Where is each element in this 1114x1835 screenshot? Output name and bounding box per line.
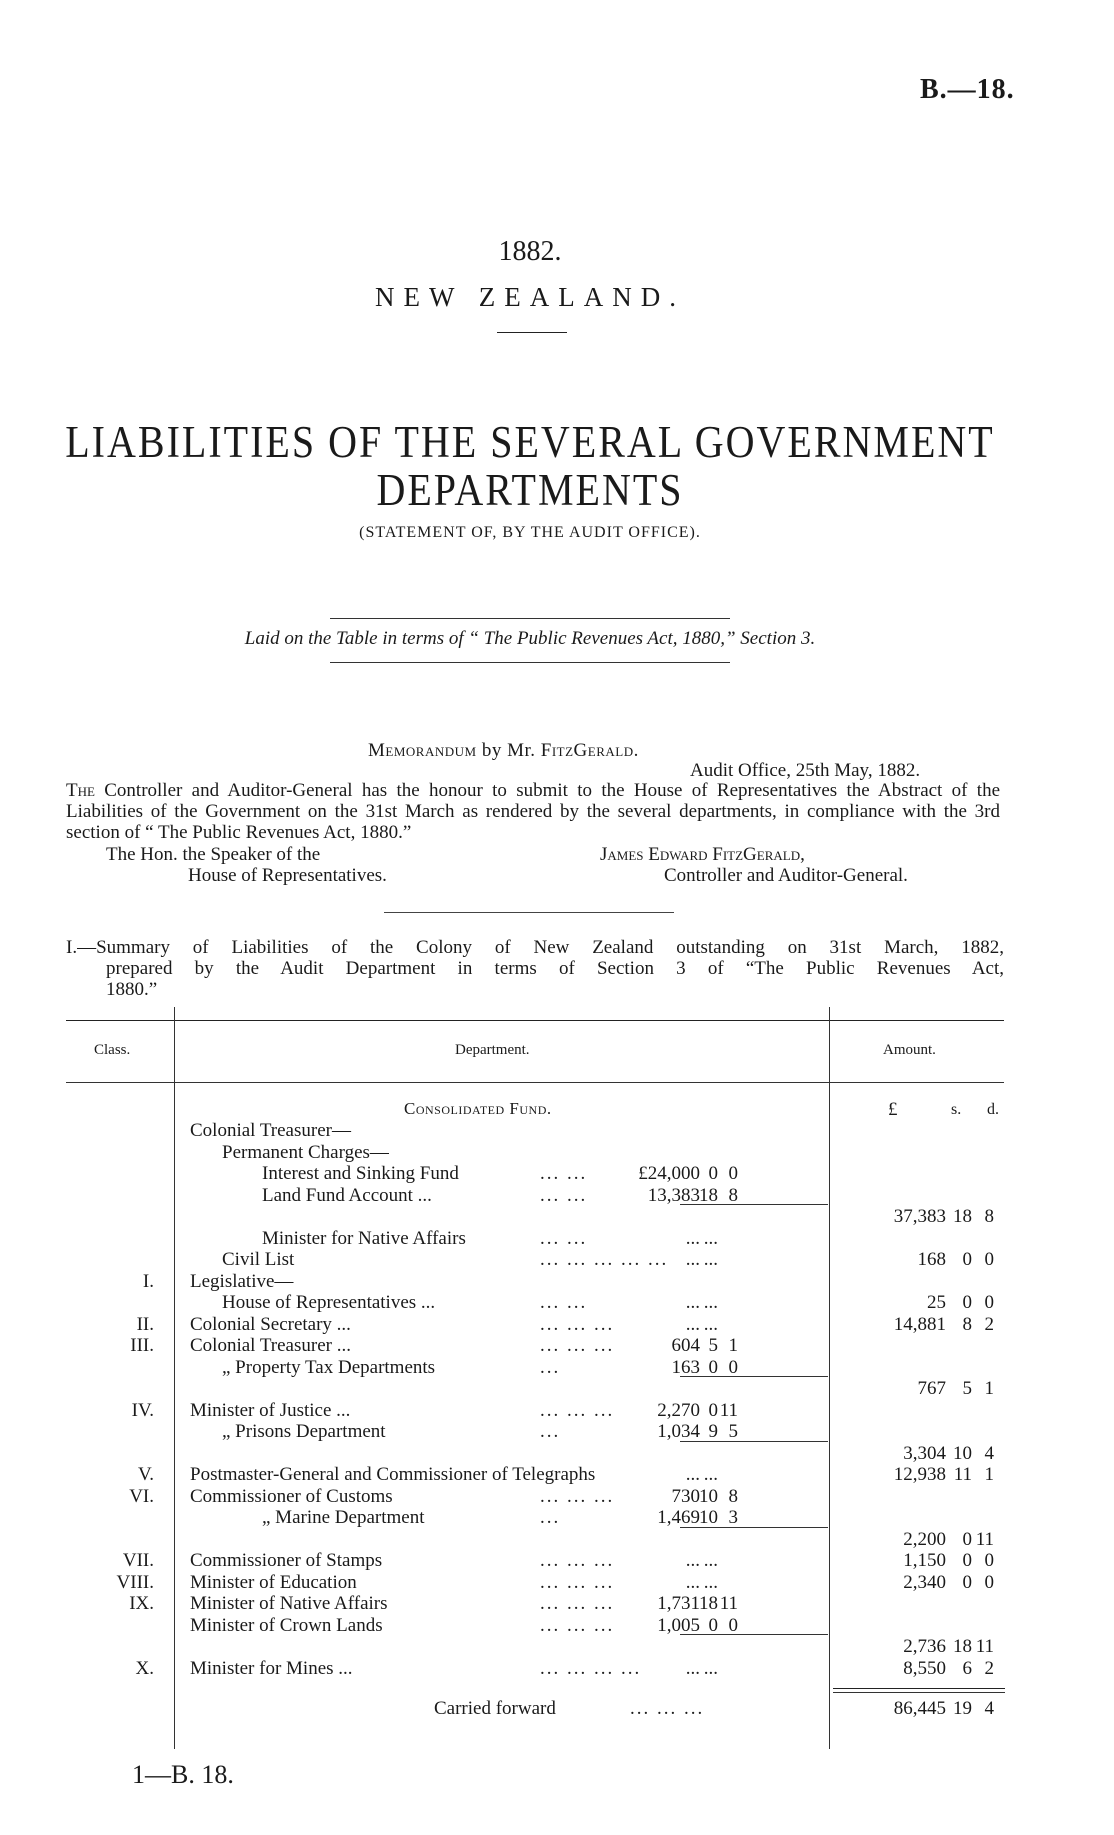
sub-amount-pounds: ...	[685, 1227, 700, 1249]
table-row	[0, 1378, 1114, 1399]
table-row	[0, 1292, 1114, 1313]
leader-dots: ... ... ... ... ...	[540, 1249, 669, 1270]
department-name: Commissioner of Customs	[190, 1485, 393, 1507]
amount-shillings: 18	[953, 1636, 972, 1657]
subtotal-rule	[680, 1376, 828, 1377]
amount-shillings: 0	[962, 1528, 972, 1550]
divider	[330, 618, 730, 619]
leader-dots: ... ... ...	[630, 1698, 705, 1719]
carried-pence: 4	[984, 1698, 994, 1719]
leader-dots: ... ... ...	[540, 1313, 615, 1335]
memo-body	[66, 780, 1000, 843]
sub-amount-pounds: £24,000	[638, 1163, 700, 1184]
sub-amount-shillings: 9	[708, 1421, 718, 1442]
department-name: House of Representatives ...	[222, 1292, 436, 1313]
table-row	[0, 1486, 1114, 1507]
subtotal-rule	[680, 1527, 828, 1528]
amount-pounds: 12,938	[893, 1464, 946, 1485]
memo-heading-prefix: Memorandum	[368, 740, 477, 761]
amount-shillings: 6	[962, 1657, 972, 1679]
leader-dots: ... ... ...	[540, 1335, 615, 1356]
department-name: Minister of Native Affairs	[190, 1593, 388, 1614]
sub-amount-shillings: ...	[703, 1227, 718, 1249]
amount-pounds: 3,304	[903, 1442, 946, 1464]
leader-dots: ... ...	[540, 1184, 588, 1206]
column-header-department: Department.	[455, 1042, 530, 1058]
leader-dots: ... ... ...	[540, 1485, 615, 1507]
page-subtitle: (STATEMENT OF, BY THE AUDIT OFFICE).	[359, 524, 701, 541]
table-row	[0, 1443, 1114, 1464]
memo-heading	[368, 740, 639, 762]
table-row	[0, 1271, 1114, 1292]
amount-pounds: 8,550	[903, 1657, 946, 1679]
class-numeral: IX.	[129, 1593, 154, 1614]
header-rule	[66, 1082, 1004, 1083]
sub-amount-pence: 11	[719, 1593, 738, 1614]
sub-amount-shillings: 10	[699, 1485, 718, 1507]
table-row	[0, 1120, 1114, 1141]
sub-amount-shillings: ...	[703, 1657, 718, 1679]
summary-line: prepared by the Audit Department in terms of Section 3 of “The Public Revenues Act,	[106, 958, 1004, 979]
memo-signatory-title: Controller and Auditor-General.	[664, 865, 908, 886]
sub-amount-pence: 3	[728, 1507, 738, 1528]
laid-on-table-note: Laid on the Table in terms of “ The Public Revenues Act, 1880,” Section 3.	[244, 628, 816, 649]
section-title: Consolidated Fund.	[404, 1099, 552, 1118]
amount-pounds: 2,200	[903, 1528, 946, 1550]
amount-pence: 2	[984, 1657, 994, 1679]
amount-pence: 8	[984, 1206, 994, 1227]
sub-amount-pence: 8	[728, 1184, 738, 1206]
sub-amount-pounds: ...	[685, 1657, 700, 1679]
amount-pence: 0	[984, 1249, 994, 1270]
amount-shillings: 0	[962, 1249, 972, 1270]
amount-pence: 0	[984, 1550, 994, 1571]
department-name: Colonial Treasurer—	[190, 1120, 351, 1141]
amount-pence: 1	[984, 1464, 994, 1485]
table-row	[0, 1206, 1114, 1227]
sub-amount-pence: 0	[728, 1614, 738, 1636]
leader-dots: ... ...	[540, 1163, 588, 1184]
country-heading: NEW ZEALAND.	[375, 282, 685, 312]
amount-pounds: 2,736	[903, 1636, 946, 1657]
leader-dots: ... ... ...	[540, 1399, 615, 1421]
amount-pence: 4	[984, 1442, 994, 1464]
table-row	[0, 1572, 1114, 1593]
leader-dots: ...	[540, 1507, 561, 1528]
leader-dots: ... ...	[540, 1227, 588, 1249]
sub-amount-pence: 11	[719, 1399, 738, 1421]
table-row	[0, 1249, 1114, 1270]
leader-dots: ...	[540, 1421, 561, 1442]
department-name: Minister of Education	[190, 1571, 357, 1593]
amount-shillings: 0	[962, 1550, 972, 1571]
sub-amount-shillings: ...	[703, 1464, 718, 1485]
sub-amount-pounds: ...	[685, 1571, 700, 1593]
pounds-symbol: £	[888, 1099, 898, 1120]
divider	[497, 332, 567, 333]
carried-pounds: 86,445	[893, 1698, 946, 1719]
leader-dots: ...	[540, 1356, 561, 1378]
department-name: Minister for Native Affairs	[262, 1227, 466, 1249]
sub-amount-pence: 0	[728, 1163, 738, 1184]
sub-amount-shillings: ...	[703, 1313, 718, 1335]
amount-pence: 11	[975, 1528, 994, 1550]
carried-shillings: 19	[953, 1698, 972, 1719]
amount-shillings: 8	[962, 1313, 972, 1335]
sub-amount-pounds: 1,005	[657, 1614, 700, 1636]
amount-pence: 11	[975, 1636, 994, 1657]
memo-heading-mid: by Mr.	[476, 740, 541, 761]
sub-amount-pence: 5	[728, 1421, 738, 1442]
table-row	[0, 1400, 1114, 1421]
department-name: Permanent Charges—	[222, 1141, 389, 1163]
subtotal-rule	[680, 1441, 828, 1442]
sub-amount-pence: 8	[728, 1485, 738, 1507]
class-numeral: II.	[136, 1313, 154, 1335]
carried-forward-label: Carried forward	[434, 1698, 556, 1719]
department-name: Minister of Crown Lands	[190, 1614, 383, 1636]
table-row	[0, 1658, 1114, 1679]
column-header-amount: Amount.	[883, 1042, 936, 1058]
sub-amount-pounds: 1,731	[657, 1593, 700, 1614]
table-row	[0, 1615, 1114, 1636]
pence-label: d.	[987, 1101, 999, 1118]
divider	[384, 912, 674, 913]
amount-pounds: 168	[917, 1249, 946, 1270]
class-numeral: III.	[130, 1335, 154, 1356]
sub-amount-pence: 1	[728, 1335, 738, 1356]
sub-amount-shillings: 0	[708, 1356, 718, 1378]
sub-amount-shillings: ...	[703, 1571, 718, 1593]
sub-amount-shillings: 10	[699, 1507, 718, 1528]
leader-dots: ... ...	[540, 1292, 588, 1313]
amount-pence: 0	[984, 1571, 994, 1593]
table-row	[0, 1228, 1114, 1249]
class-numeral: I.	[142, 1270, 154, 1292]
class-numeral: VIII.	[116, 1571, 154, 1593]
amount-pounds: 767	[917, 1378, 946, 1399]
leader-dots: ... ... ...	[540, 1614, 615, 1636]
summary-line: I.—Summary of Liabilities of the Colony of New Zealand outstanding on 31st March, 1882,	[66, 937, 1004, 958]
amount-shillings: 5	[962, 1378, 972, 1399]
department-name: „ Property Tax Departments	[222, 1356, 436, 1378]
table-row	[0, 1314, 1114, 1335]
sub-amount-shillings: 18	[699, 1593, 718, 1614]
department-name: „ Marine Department	[262, 1507, 425, 1528]
table-row	[0, 1421, 1114, 1442]
memo-date: Audit Office, 25th May, 1882.	[690, 760, 921, 781]
table-row	[0, 1335, 1114, 1356]
table-row	[0, 1550, 1114, 1571]
amount-pounds: 1,150	[903, 1550, 946, 1571]
sub-amount-shillings: 0	[708, 1399, 718, 1421]
document-year: 1882.	[498, 236, 562, 267]
amount-pence: 2	[984, 1313, 994, 1335]
department-name: Minister of Justice ...	[190, 1399, 351, 1421]
table-row	[0, 1142, 1114, 1163]
sub-amount-pounds: ...	[685, 1550, 700, 1571]
sub-amount-shillings: ...	[703, 1550, 718, 1571]
class-numeral: V.	[137, 1464, 154, 1485]
department-name: Commissioner of Stamps	[190, 1550, 383, 1571]
amount-shillings: 18	[953, 1206, 972, 1227]
table-row	[0, 1507, 1114, 1528]
sub-amount-pounds: 163	[671, 1356, 700, 1378]
total-rule	[833, 1692, 1005, 1693]
carried-forward-row	[0, 1698, 1114, 1719]
leader-dots: ... ... ...	[540, 1593, 615, 1614]
amount-shillings: 10	[953, 1442, 972, 1464]
table-top-rule	[66, 1020, 1004, 1021]
sub-amount-pounds: ...	[685, 1292, 700, 1313]
department-name: Postmaster-General and Commissioner of Telegraphs	[190, 1464, 596, 1485]
amount-pounds: 25	[927, 1292, 946, 1313]
sub-amount-pounds: 1,034	[657, 1421, 700, 1442]
total-rule	[833, 1688, 1005, 1689]
table-row	[0, 1464, 1114, 1485]
summary-line: 1880.”	[106, 979, 158, 1000]
memo-heading-end: .	[633, 740, 639, 761]
table-row	[0, 1185, 1114, 1206]
sub-amount-pounds: ...	[685, 1464, 700, 1485]
sub-amount-shillings: 5	[708, 1335, 718, 1356]
sub-amount-pounds: 1,469	[657, 1507, 700, 1528]
sub-amount-pounds: 2,270	[657, 1399, 700, 1421]
department-name: „ Prisons Department	[222, 1421, 386, 1442]
sub-amount-shillings: ...	[703, 1292, 718, 1313]
sub-amount-pounds: ...	[685, 1313, 700, 1335]
department-name: Colonial Treasurer ...	[190, 1335, 351, 1356]
table-row	[0, 1357, 1114, 1378]
department-name: Land Fund Account ...	[262, 1184, 432, 1206]
memo-body-lead: The	[66, 780, 95, 801]
sub-amount-shillings: 0	[708, 1614, 718, 1636]
memo-addressee: The Hon. the Speaker of the	[106, 844, 321, 865]
leader-dots: ... ... ...	[540, 1571, 615, 1593]
department-name: Minister for Mines ...	[190, 1657, 353, 1679]
table-row	[0, 1529, 1114, 1550]
department-name: Colonial Secretary ...	[190, 1313, 351, 1335]
page-title: LIABILITIES OF THE SEVERAL GOVERNMENT	[65, 415, 995, 468]
amount-shillings: 0	[962, 1571, 972, 1593]
sub-amount-shillings: 18	[699, 1184, 718, 1206]
sub-amount-pounds: 13,383	[647, 1184, 700, 1206]
memo-body-text: Controller and Auditor-General has the honour to submit to the House of Representatives the Abstract of the Liabilities of the Government on the 31st March as rendered by the several departments, in compliance with the 3rd section of “ The Public Revenues Act, 1880.”	[66, 780, 1000, 843]
class-numeral: X.	[135, 1657, 154, 1679]
memo-signatory-name: James Edward FitzGerald,	[600, 844, 805, 865]
class-numeral: VI.	[129, 1485, 154, 1507]
amount-pounds: 2,340	[903, 1571, 946, 1593]
amount-pence: 0	[984, 1292, 994, 1313]
leader-dots: ... ... ... ...	[540, 1657, 642, 1679]
column-header-class: Class.	[94, 1042, 131, 1058]
shillings-label: s.	[951, 1101, 962, 1118]
subtotal-rule	[680, 1634, 828, 1635]
sub-amount-pounds: 730	[671, 1485, 700, 1507]
sub-amount-shillings: 0	[708, 1163, 718, 1184]
amount-shillings: 11	[953, 1464, 972, 1485]
class-numeral: VII.	[122, 1550, 154, 1571]
table-row	[0, 1593, 1114, 1614]
sheet-reference: 1—B. 18.	[132, 1760, 234, 1789]
memo-heading-name: FitzGerald	[540, 740, 634, 761]
department-name: Interest and Sinking Fund	[262, 1163, 459, 1184]
amount-shillings: 0	[962, 1292, 972, 1313]
sub-amount-pence: 0	[728, 1356, 738, 1378]
amount-pence: 1	[984, 1378, 994, 1399]
sub-amount-pounds: ...	[685, 1249, 700, 1270]
subtotal-rule	[680, 1204, 828, 1205]
table-row	[0, 1163, 1114, 1184]
class-numeral: IV.	[131, 1399, 154, 1421]
table-row	[0, 1636, 1114, 1657]
amount-pounds: 14,881	[893, 1313, 946, 1335]
sub-amount-shillings: ...	[703, 1249, 718, 1270]
page-reference: B.—18.	[920, 74, 1015, 105]
divider	[330, 662, 730, 663]
amount-pounds: 37,383	[893, 1206, 946, 1227]
memo-addressee-continued: House of Representatives.	[188, 865, 387, 886]
leader-dots: ... ... ...	[540, 1550, 615, 1571]
summary-heading	[66, 937, 1004, 1000]
page-title-continued: DEPARTMENTS	[376, 463, 684, 516]
department-name: Civil List	[222, 1249, 295, 1270]
department-name: Legislative—	[190, 1270, 294, 1292]
sub-amount-pounds: 604	[671, 1335, 700, 1356]
